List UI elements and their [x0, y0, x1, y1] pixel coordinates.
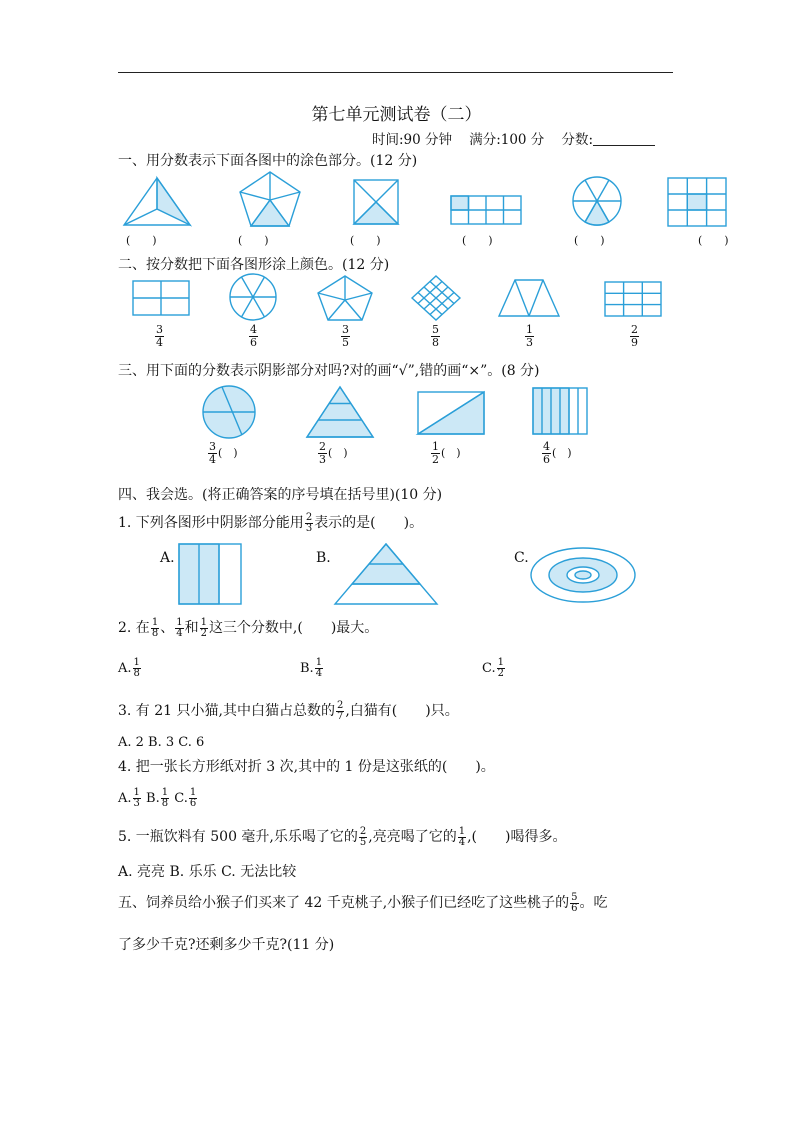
- s1-rect-grid: [449, 194, 523, 226]
- s1-answer-3[interactable]: ( ): [350, 234, 381, 247]
- q2-option-a[interactable]: A. $\frac{1}{8}$: [118, 657, 140, 679]
- section-3-heading: 三、用下面的分数表示阴影部分对吗?对的画“√”,错的画“×”。(8 分): [118, 363, 540, 379]
- s3-striped-rect: [531, 386, 589, 436]
- q4-options[interactable]: A. $\frac{1}{3}$ B. $\frac{1}{8}$ C. $\frac{1}{6}$: [118, 787, 197, 809]
- s1-square-x: [352, 178, 400, 226]
- q1-option-b-label[interactable]: B.: [316, 550, 331, 566]
- full-score: 满分:100 分: [469, 132, 545, 148]
- s1-answer-6[interactable]: ( ): [698, 234, 729, 247]
- top-rule: [118, 72, 673, 73]
- s1-answer-4[interactable]: ( ): [462, 234, 493, 247]
- s1-circle: [570, 174, 624, 228]
- section-5-line-2: 了多少千克?还剩多少千克?(11 分): [118, 937, 335, 953]
- s1-3x3-grid: [666, 176, 728, 228]
- time-limit: 时间:90 分钟: [372, 132, 453, 148]
- s2-frac-5: $\frac{1}{3}$: [526, 323, 533, 349]
- s3-mark-4[interactable]: $\frac{4}{6}$ ( ): [543, 440, 572, 466]
- s3-circle: [200, 383, 258, 441]
- q4-text: 4. 把一张长方形纸对折 3 次,其中的 1 份是这张纸的( )。: [118, 759, 495, 775]
- section-1-heading: 一、用分数表示下面各图中的涂色部分。(12 分): [118, 153, 418, 169]
- s2-rhombus-8: [410, 274, 462, 322]
- score-blank[interactable]: [593, 132, 655, 146]
- s3-triangle: [305, 385, 375, 439]
- score-label: 分数:: [561, 132, 594, 148]
- s2-circle-6: [228, 272, 278, 322]
- q1-option-a-figure: [177, 542, 243, 606]
- page-title: 第七单元测试卷（二）: [311, 105, 482, 125]
- s2-frac-3: $\frac{3}{5}$: [342, 323, 349, 349]
- s2-frac-4: $\frac{5}{8}$: [432, 323, 439, 349]
- q1-option-b-figure: [333, 542, 439, 606]
- s3-mark-3[interactable]: $\frac{1}{2}$ ( ): [432, 440, 461, 466]
- q3-text: 3. 有 21 只小猫,其中白猫占总数的 $\frac{2}{7}$ ,白猫有( )只。: [118, 699, 459, 722]
- section-4-heading: 四、我会选。(将正确答案的序号填在括号里)(10 分): [118, 487, 443, 503]
- s3-mark-2[interactable]: $\frac{2}{3}$ ( ): [319, 440, 348, 466]
- s1-answer-1[interactable]: ( ): [126, 234, 157, 247]
- s1-answer-5[interactable]: ( ): [574, 234, 605, 247]
- q2-option-b[interactable]: B. $\frac{1}{4}$: [300, 657, 323, 679]
- q1-option-a-label[interactable]: A.: [160, 550, 175, 566]
- exam-meta: [372, 128, 655, 148]
- q2-option-c[interactable]: C. $\frac{1}{2}$: [482, 657, 504, 679]
- section-5-line-1: 五、饲养员给小猴子们买来了 42 千克桃子,小猴子们已经吃了这些桃子的 $\frac{5}{6}$ 。吃: [118, 891, 608, 914]
- q1-option-c-figure: [529, 546, 637, 604]
- q1-option-c-label[interactable]: C.: [514, 550, 529, 566]
- s1-pentagon: [238, 170, 302, 228]
- s1-triangle: [122, 175, 192, 227]
- s1-answer-2[interactable]: ( ): [238, 234, 269, 247]
- s2-grid-9: [603, 280, 663, 318]
- s2-rect-4: [131, 279, 191, 317]
- s3-rectangle: [416, 390, 486, 436]
- s2-frac-1: $\frac{3}{4}$: [156, 323, 163, 349]
- section-2-heading: 二、按分数把下面各图形涂上颜色。(12 分): [118, 257, 390, 273]
- s3-mark-1[interactable]: $\frac{3}{4}$ ( ): [209, 440, 238, 466]
- s2-frac-6: $\frac{2}{9}$: [631, 323, 638, 349]
- s2-frac-2: $\frac{4}{6}$: [250, 323, 257, 349]
- q5-options[interactable]: A. 亮亮 B. 乐乐 C. 无法比较: [118, 864, 297, 880]
- s2-trapezoid-3: [497, 278, 561, 318]
- s2-pentagon-5: [316, 274, 374, 322]
- q1-text: 1. 下列各图形中阴影部分能用 $\frac{2}{3}$ 表示的是( )。: [118, 511, 424, 534]
- q5-text: 5. 一瓶饮料有 500 毫升,乐乐喝了它的 $\frac{2}{5}$ ,亮亮喝了它的 $\frac{1}{4}$ ,( )喝得多。: [118, 825, 567, 848]
- q3-options[interactable]: A. 2 B. 3 C. 6: [118, 735, 205, 750]
- q2-text: 2. 在 $\frac{1}{8}$ 、 $\frac{1}{4}$ 和 $\frac{1}{2}$ 这三个分数中,( )最大。: [118, 616, 379, 639]
